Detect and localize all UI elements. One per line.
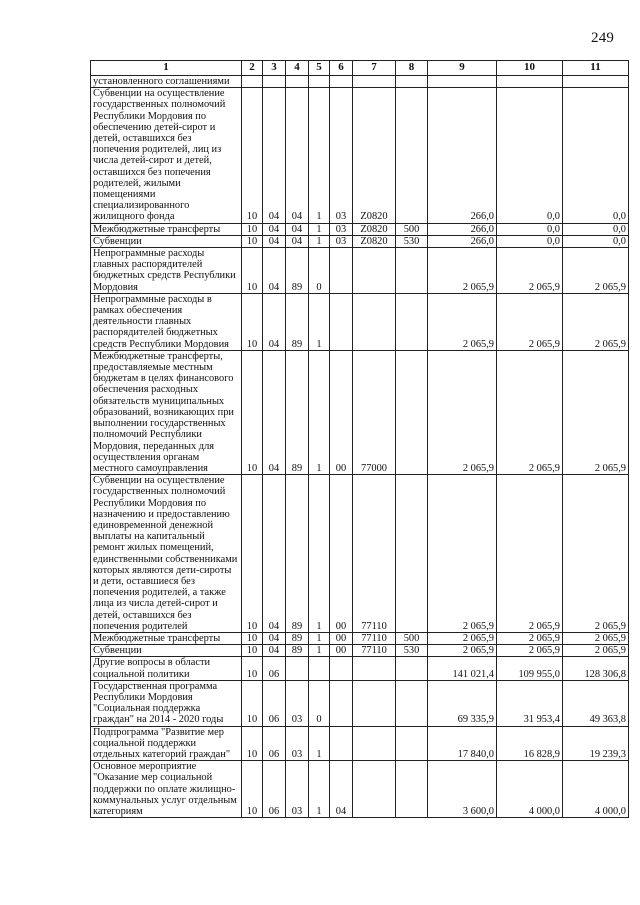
budget-table [90, 60, 629, 818]
program-code-cell: 89 [286, 350, 309, 474]
event-code-cell [330, 248, 353, 294]
event-code-cell: 00 [330, 645, 353, 657]
direction-code-cell: 77110 [353, 475, 396, 633]
section-code-cell: 10 [242, 475, 263, 633]
table-row [91, 761, 629, 818]
program-code-cell [286, 657, 309, 680]
event-code-cell: 00 [330, 350, 353, 474]
amount-year3-cell: 2 065,9 [563, 632, 629, 644]
event-code-cell [330, 657, 353, 680]
section-code-cell: 10 [242, 235, 263, 247]
program-code-cell: 04 [286, 88, 309, 223]
program-code-cell: 89 [286, 645, 309, 657]
amount-year3-cell: 2 065,9 [563, 350, 629, 474]
direction-code-cell: Z0820 [353, 223, 396, 235]
row-name-cell: Субвенции [91, 235, 242, 247]
direction-code-cell: 77110 [353, 645, 396, 657]
row-name-cell: Субвенции [91, 645, 242, 657]
amount-year3-cell: 0,0 [563, 235, 629, 247]
event-code-cell [330, 680, 353, 726]
section-code-cell: 10 [242, 645, 263, 657]
subprogram-code-cell: 0 [309, 248, 330, 294]
expense-type-cell [396, 350, 428, 474]
program-code-cell: 89 [286, 632, 309, 644]
amount-year3-cell [563, 76, 629, 88]
header-cell: 10 [497, 61, 563, 76]
amount-year1-cell: 2 065,9 [428, 293, 497, 350]
row-name-cell: Государственная программа Республики Мордовия "Социальная поддержка граждан" на 2014 - 2020 годы [91, 680, 242, 726]
expense-type-cell [396, 475, 428, 633]
subprogram-code-cell: 1 [309, 475, 330, 633]
row-name-cell: Непрограммные расходы главных распорядителей бюджетных средств Республики Мордовия [91, 248, 242, 294]
program-code-cell: 04 [286, 223, 309, 235]
direction-code-cell [353, 293, 396, 350]
subprogram-code-cell: 1 [309, 632, 330, 644]
section-code-cell: 10 [242, 657, 263, 680]
expense-type-cell [396, 88, 428, 223]
direction-code-cell [353, 657, 396, 680]
subsection-code-cell: 06 [263, 680, 286, 726]
program-code-cell: 89 [286, 293, 309, 350]
header-cell: 6 [330, 61, 353, 76]
amount-year3-cell: 2 065,9 [563, 475, 629, 633]
direction-code-cell [353, 726, 396, 761]
row-name-cell: Субвенции на осуществление государственных полномочий Республики Мордовия по назначению и предоставлению единовременной денежной выплаты на капитальный ремонт жилых помещений, единственными собственниками которых являются дети-сироты и дети, оставшиеся без попечения родителей, а также лица из числа детей-сирот и детей, оставшихся без попечения родителей [91, 475, 242, 633]
direction-code-cell: 77000 [353, 350, 396, 474]
program-code-cell [286, 76, 309, 88]
subprogram-code-cell: 1 [309, 88, 330, 223]
amount-year3-cell: 0,0 [563, 88, 629, 223]
program-code-cell: 89 [286, 475, 309, 633]
amount-year3-cell: 49 363,8 [563, 680, 629, 726]
amount-year2-cell: 4 000,0 [497, 761, 563, 818]
direction-code-cell [353, 248, 396, 294]
amount-year2-cell: 0,0 [497, 235, 563, 247]
amount-year1-cell: 2 065,9 [428, 248, 497, 294]
amount-year2-cell [497, 76, 563, 88]
amount-year1-cell: 141 021,4 [428, 657, 497, 680]
event-code-cell: 03 [330, 88, 353, 223]
amount-year2-cell: 2 065,9 [497, 632, 563, 644]
table-row [91, 76, 629, 88]
section-code-cell: 10 [242, 632, 263, 644]
expense-type-cell [396, 761, 428, 818]
header-cell: 1 [91, 61, 242, 76]
event-code-cell [330, 293, 353, 350]
amount-year3-cell: 2 065,9 [563, 248, 629, 294]
subsection-code-cell: 04 [263, 248, 286, 294]
amount-year2-cell: 2 065,9 [497, 293, 563, 350]
amount-year1-cell: 2 065,9 [428, 645, 497, 657]
row-name-cell: Межбюджетные трансферты [91, 632, 242, 644]
header-cell: 5 [309, 61, 330, 76]
row-name-cell: Межбюджетные трансферты [91, 223, 242, 235]
program-code-cell: 89 [286, 248, 309, 294]
subsection-code-cell: 06 [263, 761, 286, 818]
direction-code-cell [353, 680, 396, 726]
subprogram-code-cell [309, 76, 330, 88]
row-name-cell: Другие вопросы в области социальной политики [91, 657, 242, 680]
amount-year1-cell: 2 065,9 [428, 475, 497, 633]
amount-year1-cell: 266,0 [428, 235, 497, 247]
header-cell: 2 [242, 61, 263, 76]
table-row [91, 223, 629, 235]
subsection-code-cell: 04 [263, 223, 286, 235]
subsection-code-cell: 04 [263, 88, 286, 223]
expense-type-cell: 500 [396, 632, 428, 644]
page-number: 249 [591, 30, 615, 46]
amount-year3-cell: 128 306,8 [563, 657, 629, 680]
amount-year1-cell: 17 840,0 [428, 726, 497, 761]
section-code-cell [242, 76, 263, 88]
header-cell: 3 [263, 61, 286, 76]
amount-year2-cell: 16 828,9 [497, 726, 563, 761]
amount-year3-cell: 2 065,9 [563, 293, 629, 350]
section-code-cell: 10 [242, 248, 263, 294]
subsection-code-cell [263, 76, 286, 88]
section-code-cell: 10 [242, 761, 263, 818]
amount-year1-cell: 266,0 [428, 223, 497, 235]
subprogram-code-cell: 1 [309, 761, 330, 818]
table-row [91, 726, 629, 761]
subprogram-code-cell: 1 [309, 350, 330, 474]
amount-year1-cell: 266,0 [428, 88, 497, 223]
row-name-cell: Непрограммные расходы в рамках обеспечения деятельности главных распорядителей бюджетных средств Республики Мордовия [91, 293, 242, 350]
row-name-cell: Основное мероприятие "Оказание мер социальной поддержки по оплате жилищно-коммунальных услуг отдельным категориям [91, 761, 242, 818]
header-cell: 8 [396, 61, 428, 76]
subprogram-code-cell: 1 [309, 235, 330, 247]
section-code-cell: 10 [242, 223, 263, 235]
subsection-code-cell: 04 [263, 645, 286, 657]
amount-year3-cell: 19 239,3 [563, 726, 629, 761]
amount-year1-cell [428, 76, 497, 88]
expense-type-cell [396, 293, 428, 350]
amount-year3-cell: 4 000,0 [563, 761, 629, 818]
event-code-cell: 03 [330, 223, 353, 235]
table-row [91, 293, 629, 350]
expense-type-cell: 500 [396, 223, 428, 235]
table-row [91, 248, 629, 294]
amount-year2-cell: 0,0 [497, 88, 563, 223]
section-code-cell: 10 [242, 350, 263, 474]
event-code-cell [330, 726, 353, 761]
event-code-cell: 03 [330, 235, 353, 247]
table-header-row [91, 61, 629, 76]
table-row [91, 657, 629, 680]
amount-year3-cell: 2 065,9 [563, 645, 629, 657]
subprogram-code-cell: 1 [309, 293, 330, 350]
amount-year2-cell: 2 065,9 [497, 248, 563, 294]
section-code-cell: 10 [242, 726, 263, 761]
event-code-cell: 04 [330, 761, 353, 818]
expense-type-cell [396, 248, 428, 294]
expense-type-cell: 530 [396, 235, 428, 247]
event-code-cell: 00 [330, 632, 353, 644]
amount-year2-cell: 2 065,9 [497, 475, 563, 633]
expense-type-cell [396, 680, 428, 726]
amount-year1-cell: 2 065,9 [428, 350, 497, 474]
amount-year2-cell: 2 065,9 [497, 350, 563, 474]
event-code-cell [330, 76, 353, 88]
amount-year1-cell: 3 600,0 [428, 761, 497, 818]
subprogram-code-cell: 1 [309, 645, 330, 657]
table-row [91, 475, 629, 633]
subprogram-code-cell [309, 657, 330, 680]
header-cell: 9 [428, 61, 497, 76]
amount-year1-cell: 2 065,9 [428, 632, 497, 644]
subsection-code-cell: 04 [263, 235, 286, 247]
table-row [91, 350, 629, 474]
direction-code-cell: 77110 [353, 632, 396, 644]
direction-code-cell [353, 761, 396, 818]
section-code-cell: 10 [242, 88, 263, 223]
program-code-cell: 03 [286, 761, 309, 818]
program-code-cell: 03 [286, 726, 309, 761]
table-row [91, 645, 629, 657]
subsection-code-cell: 04 [263, 350, 286, 474]
subsection-code-cell: 04 [263, 475, 286, 633]
expense-type-cell [396, 76, 428, 88]
table-row [91, 632, 629, 644]
program-code-cell: 04 [286, 235, 309, 247]
direction-code-cell [353, 76, 396, 88]
table-row [91, 235, 629, 247]
subsection-code-cell: 06 [263, 657, 286, 680]
row-name-cell: установленного соглашениями [91, 76, 242, 88]
row-name-cell: Подпрограмма "Развитие мер социальной поддержки отдельных категорий граждан" [91, 726, 242, 761]
subsection-code-cell: 06 [263, 726, 286, 761]
table-row [91, 680, 629, 726]
event-code-cell: 00 [330, 475, 353, 633]
amount-year2-cell: 31 953,4 [497, 680, 563, 726]
amount-year3-cell: 0,0 [563, 223, 629, 235]
subprogram-code-cell: 0 [309, 680, 330, 726]
subprogram-code-cell: 1 [309, 726, 330, 761]
section-code-cell: 10 [242, 680, 263, 726]
expense-type-cell: 530 [396, 645, 428, 657]
direction-code-cell: Z0820 [353, 88, 396, 223]
expense-type-cell [396, 726, 428, 761]
header-cell: 7 [353, 61, 396, 76]
expense-type-cell [396, 657, 428, 680]
row-name-cell: Субвенции на осуществление государственных полномочий Республики Мордовия по обеспечению детей-сирот и детей, оставшихся без попечения родителей, лиц из числа детей-сирот и детей, оставшихся без попечения родителей, жилыми помещениями специализированного жилищного фонда [91, 88, 242, 223]
program-code-cell: 03 [286, 680, 309, 726]
amount-year2-cell: 0,0 [497, 223, 563, 235]
header-cell: 11 [563, 61, 629, 76]
amount-year2-cell: 2 065,9 [497, 645, 563, 657]
amount-year2-cell: 109 955,0 [497, 657, 563, 680]
header-cell: 4 [286, 61, 309, 76]
row-name-cell: Межбюджетные трансферты, предоставляемые местным бюджетам в целях финансового обеспечения расходных обязательств муниципальных образований, возникающих при выполнении государственных полномочий Республики Мордовия, переданных для осуществления органам местного самоуправления [91, 350, 242, 474]
subprogram-code-cell: 1 [309, 223, 330, 235]
subsection-code-cell: 04 [263, 632, 286, 644]
direction-code-cell: Z0820 [353, 235, 396, 247]
amount-year1-cell: 69 335,9 [428, 680, 497, 726]
section-code-cell: 10 [242, 293, 263, 350]
subsection-code-cell: 04 [263, 293, 286, 350]
table-row [91, 88, 629, 223]
